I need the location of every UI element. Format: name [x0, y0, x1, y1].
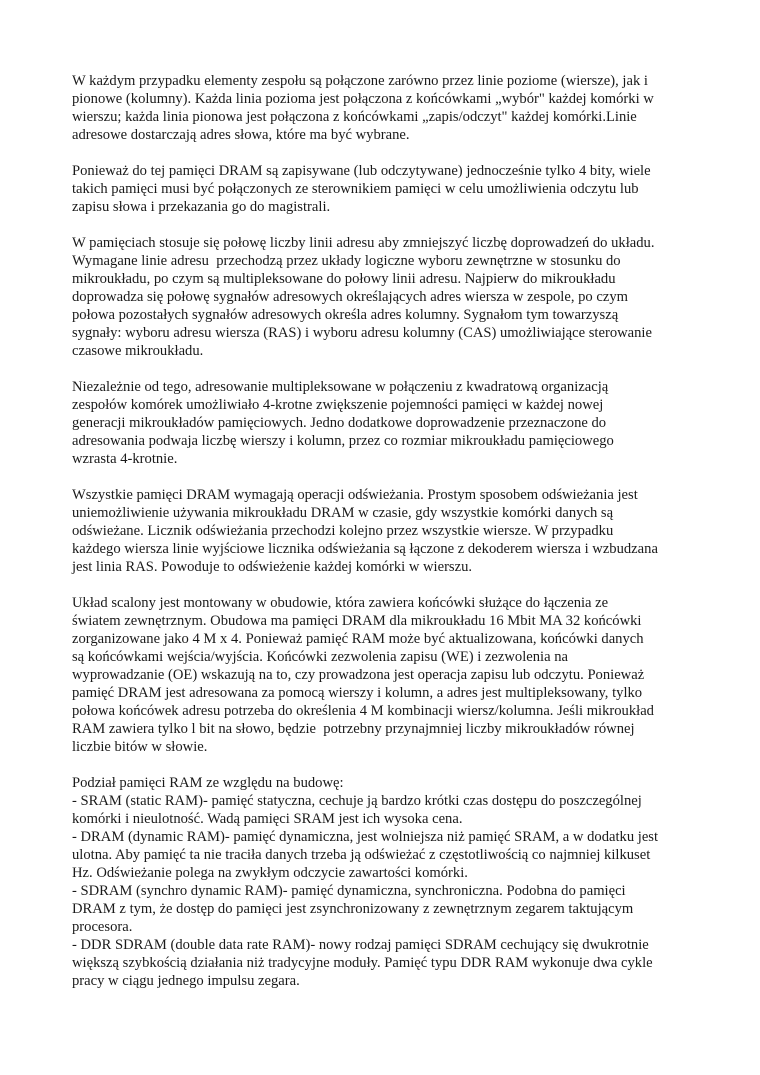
- text-line: adresowe dostarczają adres słowa, które ma być wybrane.: [72, 127, 410, 143]
- text-line: połowa pozostałych sygnałów adresowych określa adres kolumny. Sygnałom tym towarzyszą: [72, 307, 619, 323]
- text-line: połowa końcówek adresu potrzeba do określenia 4 M kombinacji wiersz/kolumna. Jeśli mikroukład: [72, 703, 654, 719]
- text-line: uniemożliwienie używania mikroukładu DRAM w czasie, gdy wszystkie komórki danych są: [72, 505, 614, 521]
- text-line: pionowe (kolumny). Każda linia pozioma jest połączona z końcówkami „wybór" każdej komórki w: [72, 91, 654, 107]
- list-item: Hz. Odświeżanie polega na zwykłym odczycie zawartości komórki.: [72, 865, 468, 881]
- text-line: światem zewnętrznym. Obudowa ma pamięci DRAM dla mikroukładu 16 Mbit MA 32 końcówki: [72, 613, 642, 629]
- list-item: komórki i nieulotność. Wadą pamięci SRAM jest ich wysoka cena.: [72, 811, 463, 827]
- text-line: generacji mikroukładów pamięciowych. Jedno dodatkowe doprowadzenie przeznaczone do: [72, 415, 607, 431]
- paragraph-1: [72, 72, 692, 144]
- paragraph-6: [72, 594, 692, 756]
- list-item: - DRAM (dynamic RAM)- pamięć dynamiczna, jest wolniejsza niż pamięć SRAM, a w dodatku jest: [72, 829, 659, 845]
- text-line: wzrasta 4-krotnie.: [72, 451, 178, 467]
- text-line: wierszu; każda linia pionowa jest połączona z końcówkami „zapis/odczyt" każdej komórki.Linie: [72, 109, 637, 125]
- text-line: zapisu słowa i przekazania go do magistrali.: [72, 199, 331, 215]
- text-line: takich pamięci musi być połączonych ze sterownikiem pamięci w celu umożliwienia odczytu lub: [72, 181, 639, 197]
- text-line: Wymagane linie adresu przechodzą przez układy logiczne wyboru zewnętrzne w stosunku do: [72, 253, 621, 269]
- text-line: W każdym przypadku elementy zespołu są połączone zarówno przez linie poziome (wiersze), jak i: [72, 73, 648, 89]
- document-body: [72, 72, 692, 990]
- text-line: są końcówkami wejścia/wyjścia. Końcówki zezwolenia zapisu (WE) i zezwolenia na: [72, 649, 568, 665]
- list-item: - SDRAM (synchro dynamic RAM)- pamięć dynamiczna, synchroniczna. Podobna do pamięci: [72, 883, 626, 899]
- text-line: Układ scalony jest montowany w obudowie, która zawiera końcówki służące do łączenia ze: [72, 595, 609, 611]
- text-line: zorganizowane jako 4 M x 4. Ponieważ pamięć RAM może być aktualizowana, końcówki danych: [72, 631, 644, 647]
- paragraph-2: [72, 162, 692, 216]
- text-line: jest linia RAS. Powoduje to odświeżenie każdej komórki w wierszu.: [72, 559, 473, 575]
- list-heading: Podział pamięci RAM ze względu na budowę:: [72, 775, 344, 791]
- paragraph-5: [72, 486, 692, 576]
- text-line: czasowe mikroukładu.: [72, 343, 204, 359]
- list-item: - DDR SDRAM (double data rate RAM)- nowy rodzaj pamięci SDRAM cechujący się dwukrotnie: [72, 937, 649, 953]
- text-line: zespołów komórek umożliwiało 4-krotne zwiększenie pojemności pamięci w każdej nowej: [72, 397, 604, 413]
- text-line: liczbie bitów w słowie.: [72, 739, 208, 755]
- list-item: - SRAM (static RAM)- pamięć statyczna, cechuje ją bardzo krótki czas dostępu do poszczególnej: [72, 793, 642, 809]
- text-line: W pamięciach stosuje się połowę liczby linii adresu aby zmniejszyć liczbę doprowadzeń do układu.: [72, 235, 655, 251]
- text-line: Ponieważ do tej pamięci DRAM są zapisywane (lub odczytywane) jednocześnie tylko 4 bity, wiele: [72, 163, 651, 179]
- list-item: ulotna. Aby pamięć ta nie traciła danych trzeba ją odświeżać z częstotliwością co najmniej kilkuset: [72, 847, 651, 863]
- list-item: większą szybkością działania niż tradycyjne moduły. Pamięć typu DDR RAM wykonuje dwa cykle: [72, 955, 653, 971]
- text-line: RAM zawiera tylko l bit na słowo, będzie potrzebny przynajmniej liczby mikroukładów równej: [72, 721, 635, 737]
- text-line: pamięć DRAM jest adresowana za pomocą wierszy i kolumn, a adres jest multipleksowany, tylko: [72, 685, 643, 701]
- text-line: doprowadza się połowę sygnałów adresowych określających adres wiersza w zespole, po czym: [72, 289, 628, 305]
- list-item: pracy w ciągu jednego impulsu zegara.: [72, 973, 300, 989]
- text-line: odświeżane. Licznik odświeżania przechodzi kolejno przez wszystkie wiersze. W przypadku: [72, 523, 614, 539]
- list-item: DRAM z tym, że dostęp do pamięci jest zsynchronizowany z zewnętrznym zegarem taktującym: [72, 901, 634, 917]
- text-line: każdego wiersza linie wyjściowe licznika odświeżania są łączone z dekoderem wiersza i wzbudzana: [72, 541, 658, 557]
- text-line: Wszystkie pamięci DRAM wymagają operacji odświeżania. Prostym sposobem odświeżania jest: [72, 487, 638, 503]
- text-line: Niezależnie od tego, adresowanie multipleksowane w połączeniu z kwadratową organizacją: [72, 379, 609, 395]
- paragraph-3: [72, 234, 692, 360]
- paragraph-4: [72, 378, 692, 468]
- text-line: sygnały: wyboru adresu wiersza (RAS) i wyboru adresu kolumny (CAS) umożliwiające sterowanie: [72, 325, 652, 341]
- list-item: procesora.: [72, 919, 133, 935]
- ram-types-list: [72, 774, 692, 990]
- text-line: mikroukładu, po czym są multipleksowane do połowy linii adresu. Najpierw do mikroukładu: [72, 271, 616, 287]
- text-line: wyprowadzanie (OE) wskazują na to, czy prowadzona jest operacja zapisu lub odczytu. Ponieważ: [72, 667, 645, 683]
- text-line: adresowania podwaja liczbę wierszy i kolumn, przez co rozmiar mikroukładu pamięciowego: [72, 433, 614, 449]
